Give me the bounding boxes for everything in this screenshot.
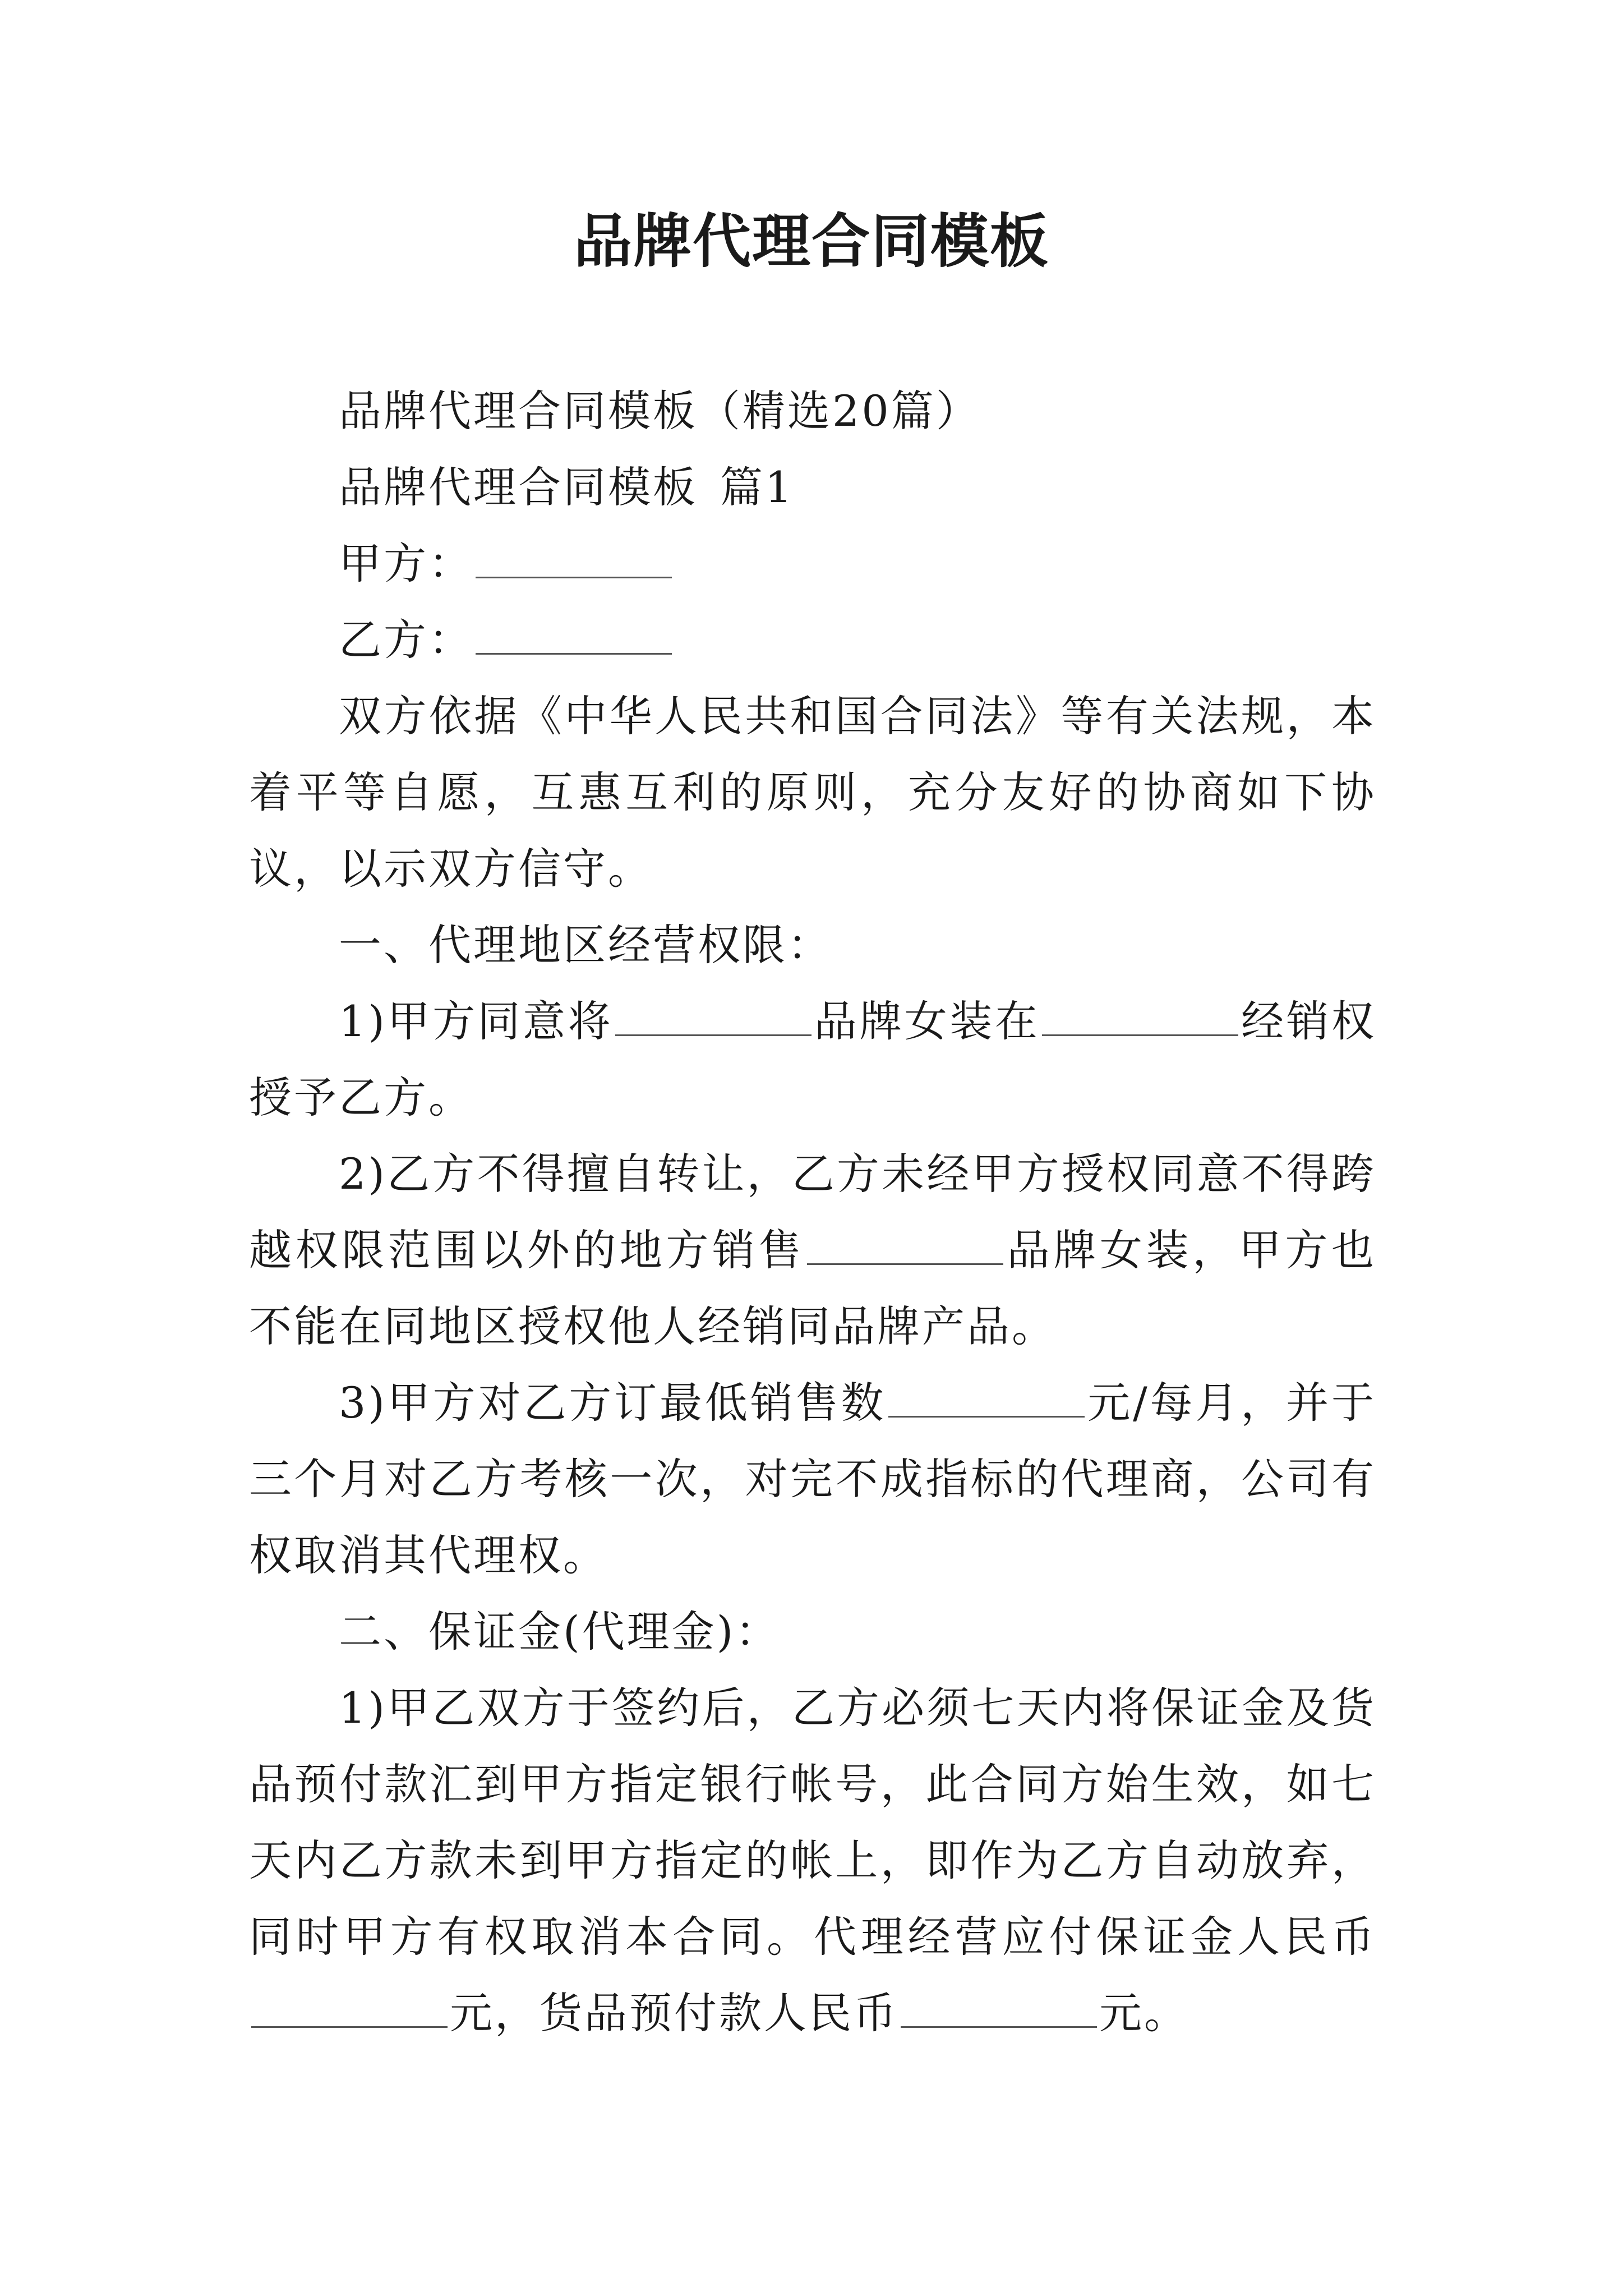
clause1-heading: 一、代理地区经营权限： <box>339 920 832 970</box>
party-b-blank <box>476 610 672 655</box>
clause1-item1-part3: 经销权授予乙方。 <box>249 996 1377 1122</box>
brand-blank-2 <box>807 1221 1003 1265</box>
clause1-item1 <box>249 983 1376 1136</box>
clause1-item3-part2: 元/每月，并于三个月对乙方考核一次，对完不成指标的代理商，公司有权取消其代理权。 <box>249 1378 1376 1580</box>
clause1-item3-part1: 3)甲方对乙方订最低销售数 <box>339 1378 887 1428</box>
section-heading <box>249 449 1376 526</box>
prepayment-blank <box>901 1984 1097 2028</box>
clause2-item1-part1: 1)甲乙双方于签约后，乙方必须七天内将保证金及货品预付款汇到甲方指定银行帐号，此合同方始生效，如七天内乙方款未到甲方指定的帐上，即作为乙方自动放弃，同时甲方有权取消本合同。代理经营应付保证金人民币 <box>249 1683 1376 1962</box>
clause2-heading: 二、保证金(代理金)： <box>339 1607 781 1657</box>
subtitle <box>249 373 1376 449</box>
region-blank <box>1042 992 1238 1036</box>
party-b-label: 乙方： <box>339 615 473 665</box>
section-heading-text: 品牌代理合同模板 <box>339 462 698 512</box>
document-title: 品牌代理合同模板 <box>573 206 1049 275</box>
party-b-line <box>249 602 1376 678</box>
min-sales-blank <box>888 1373 1085 1418</box>
party-a-label: 甲方： <box>339 539 473 588</box>
clause1-item2-part2: 品牌女装，甲方也不能在同地区授权他人经销同品牌产品。 <box>249 1225 1377 1351</box>
clause1-item1-part2: 品牌女装在 <box>814 996 1040 1046</box>
clause1-item3 <box>249 1365 1376 1594</box>
subtitle-text: 品牌代理合同模板（精选20篇） <box>339 386 981 436</box>
intro-paragraph: 双方依据《中华人民共和国合同法》等有关法规，本着平等自愿，互惠互利的原则，充分友好的协商如下协议，以示双方信守。 <box>249 691 1376 894</box>
clause1-item2 <box>249 1136 1376 1365</box>
clause2-item1 <box>249 1670 1376 2051</box>
clause2-item1-part3: 元。 <box>1099 1988 1189 2038</box>
section-number: 篇1 <box>720 462 795 512</box>
clause1-item2-part1: 2)乙方不得擅自转让，乙方未经甲方授权同意不得跨越权限范围以外的地方销售 <box>249 1149 1376 1275</box>
party-a-blank <box>476 534 672 578</box>
party-a-line <box>249 526 1376 602</box>
brand-blank <box>615 992 811 1036</box>
clause2-item1-part2: 元，货品预付款人民币 <box>450 1988 898 2038</box>
clause1-item1-part1: 1)甲方同意将 <box>339 996 614 1046</box>
deposit-blank <box>251 1984 448 2028</box>
document-body <box>249 373 1376 2051</box>
